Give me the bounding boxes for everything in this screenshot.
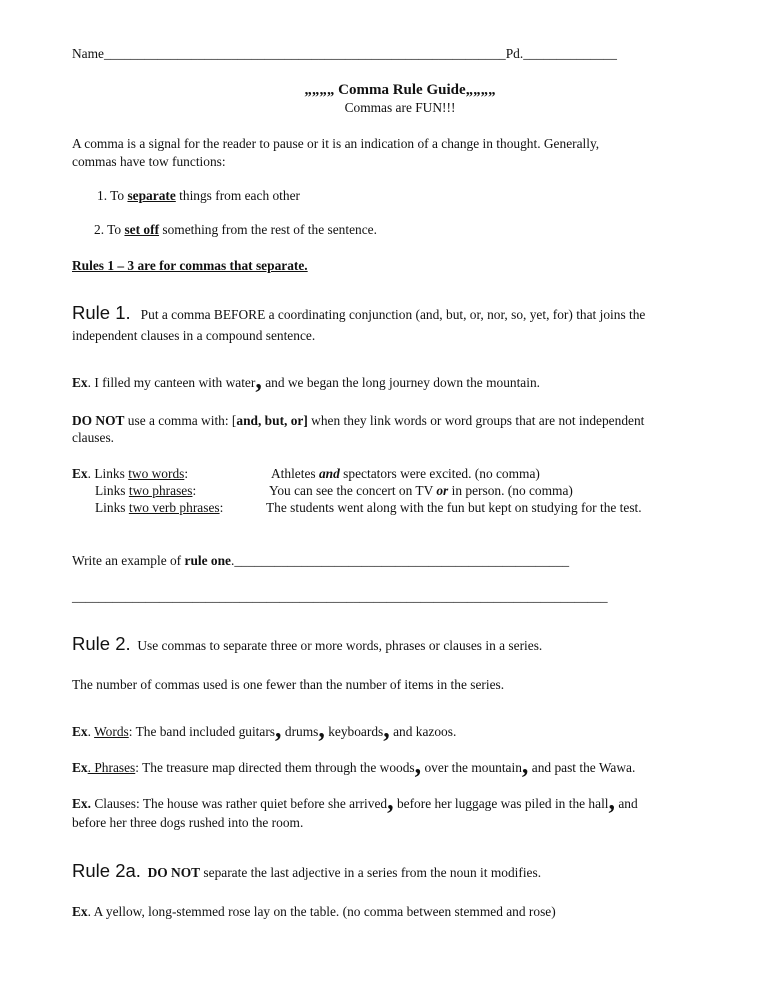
links-sentence-1: Athletes and spectators were excited. (no comma) bbox=[271, 466, 540, 481]
rule1-line-1: Rule 1. Put a comma BEFORE a coordinating conjunction (and, but, or, nor, so, yet, for) that joins the bbox=[72, 302, 646, 323]
rule2a-line: Rule 2a. DO NOT separate the last adjective in a series from the noun it modifies. bbox=[72, 860, 542, 881]
rule1-donot-line-2: clauses. bbox=[72, 430, 115, 445]
rule2-line: Rule 2. Use commas to separate three or more words, phrases or clauses in a series. bbox=[72, 633, 543, 654]
rule2-example-phrases: Ex. Phrases: The treasure map directed them through the woods, over the mountain, and past the Wawa. bbox=[72, 750, 636, 779]
function-item-2: 2. To set off something from the rest of the sentence. bbox=[94, 222, 377, 237]
rule2-count-text: The number of commas used is one fewer than the number of items in the series. bbox=[72, 677, 505, 692]
name-blank[interactable]: ____________________________________________________________ bbox=[103, 46, 506, 61]
rule2a-example: Ex. A yellow, long-stemmed rose lay on the table. (no comma between stemmed and rose) bbox=[72, 904, 556, 919]
rule2-label: Rule 2. bbox=[72, 633, 131, 654]
page-title: „„„„ Comma Rule Guide„„„„ bbox=[304, 82, 496, 98]
intro-line-2: commas have tow functions: bbox=[72, 154, 226, 169]
rule2-example-clauses: Ex. Clauses: The house was rather quiet before she arrived, before her luggage was piled in the hall, and bbox=[72, 786, 638, 815]
rules-heading: Rules 1 – 3 are for commas that separate. bbox=[72, 258, 308, 273]
links-row-1: Ex. Links two words: bbox=[72, 466, 189, 481]
answer-blank-line[interactable]: ________________________________________________________________________________ bbox=[72, 589, 608, 604]
links-sentence-2: You can see the concert on TV or in person. (no comma) bbox=[269, 483, 573, 498]
set-off-keyword: set off bbox=[124, 222, 160, 237]
name-label: Name bbox=[72, 46, 104, 61]
page-subtitle: Commas are FUN!!! bbox=[344, 100, 456, 115]
rule1-label: Rule 1. bbox=[72, 302, 131, 323]
rule1-line-2: independent clauses in a compound sentence. bbox=[72, 328, 316, 343]
rule2-example-clauses-2: before her three dogs rushed into the room. bbox=[72, 815, 304, 830]
links-row-2: Links two phrases: bbox=[95, 483, 197, 498]
rule2-example-words: Ex. Words: The band included guitars, drums, keyboards, and kazoos. bbox=[72, 714, 457, 743]
rule1-donot-line-1: DO NOT use a comma with: [and, but, or] when they link words or word groups that are not independent bbox=[72, 413, 645, 428]
links-sentence-3: The students went along with the fun but kept on studying for the test. bbox=[266, 500, 642, 515]
write-example-blank[interactable]: .__________________________________________________ bbox=[231, 553, 570, 568]
intro-line-1: A comma is a signal for the reader to pause or it is an indication of a change in thought. Generally, bbox=[72, 136, 600, 151]
function-item-1: 1. To separate things from each other bbox=[97, 188, 301, 203]
pd-blank[interactable]: ______________ bbox=[523, 46, 617, 61]
rule2a-label: Rule 2a. bbox=[72, 860, 141, 881]
write-example-line: Write an example of rule one.__________________________________________________ bbox=[72, 553, 570, 568]
pd-label: Pd. bbox=[505, 46, 524, 61]
big-comma: , bbox=[255, 365, 262, 394]
name-line bbox=[72, 45, 617, 63]
separate-keyword: separate bbox=[127, 188, 176, 203]
links-row-3: Links two verb phrases: bbox=[95, 500, 224, 515]
rule1-example: Ex. I filled my canteen with water, and we began the long journey down the mountain. bbox=[72, 365, 541, 394]
